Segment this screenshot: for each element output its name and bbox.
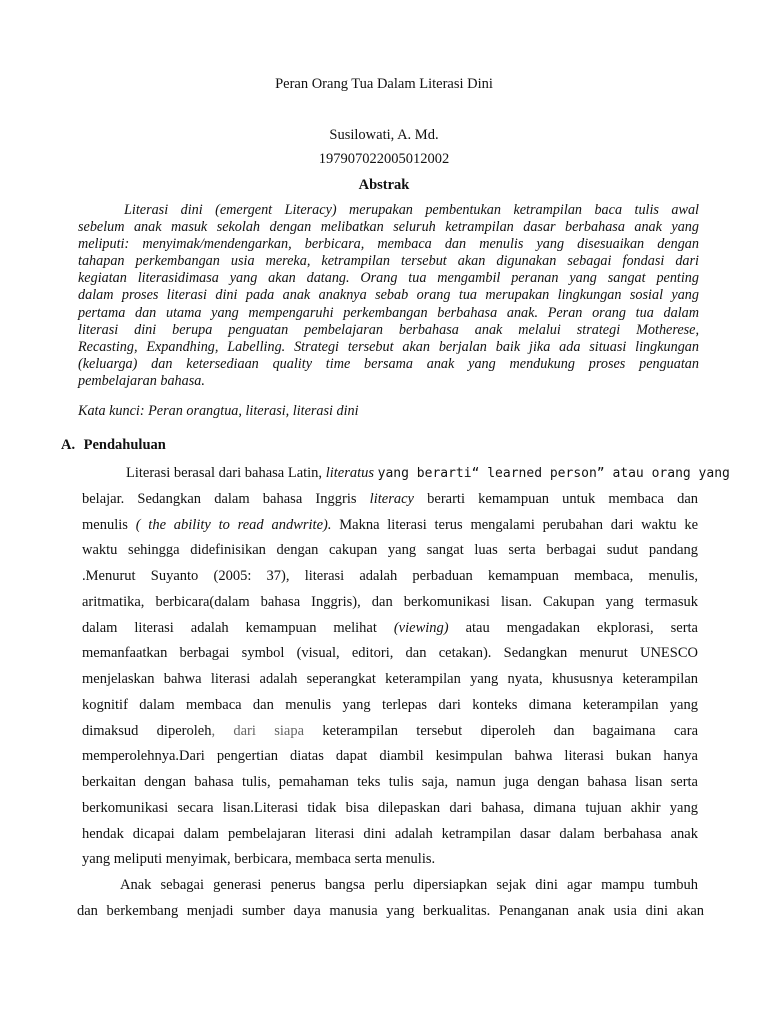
abstract-line: (keluarga) dan ketersediaan quality time bersama anak yang mendukung proses penguatan [78,355,699,372]
text-segment: dalam literasi adalah kemampuan melihat [82,619,377,636]
body-line [82,719,698,745]
abstract-line: Literasi dini (emergent Literacy) merupakan pembentukan ketrampilan baca tulis awal [124,202,699,218]
text-segment: Literasi berasal dari bahasa Latin, [126,465,323,481]
abstract-line: pertama dan utama yang mempengaruhi perkembangan berbahasa anak. Peran orang tua dalam [78,304,699,321]
text-segment: berarti kemampuan untuk membaca dan [427,490,699,507]
body-line: berkomunikasi secara lisan.Literasi tidak bisa dilepaskan dari bahasa, dimana tujuan akhir yang [82,799,698,816]
body-line [82,616,698,642]
document-title: Peran Orang Tua Dalam Literasi Dini [275,76,493,92]
body-line: .Menurut Suyanto (2005: 37), literasi adalah perbaduan kemampuan membaca, menulis, [82,568,698,584]
text-segment: belajar. Sedangkan dalam bahasa Inggris [82,490,357,507]
italic-term: ( the ability to read andwrite). [135,516,332,533]
section-title: Pendahuluan [83,437,166,453]
author-id-number: 197907022005012002 [318,151,450,167]
body-line: aritmatika, berbicara(dalam bahasa Inggris), dan berkomunikasi lisan. Cakupan yang termasuk [82,593,698,610]
italic-term: literatus [325,465,375,481]
body-line: waktu sehingga didefinisikan dengan cakupan yang sangat luas serta berbagai sudut pandang [82,542,698,559]
body-line: memanfaatkan berbagai symbol (visual, editori, dan cetakan). Sedangkan menurut UNESCO [82,645,698,662]
italic-term: (viewing) [393,619,449,636]
text-segment: Makna literasi terus mengalami perubahan dari waktu ke [339,516,699,533]
body-line: dan berkembang menjadi sumber daya manusia yang berkualitas. Penanganan anak usia dini akan [77,902,704,919]
abstract-line: Recasting, Expandhing, Labelling. Strategi tersebut akan berjalan baik jika ada situasi lingkungan [78,338,699,355]
body-line [82,513,698,539]
text-segment: keterampilan tersebut diperoleh dan bagaimana cara [322,722,699,739]
abstract-line: kegiatan literasidimasa yang akan datang. Orang tua mengambil peranan yang sangat penting [78,270,699,287]
abstract-text [78,202,699,390]
keywords: Kata kunci: Peran orangtua, literasi, literasi dini [78,403,359,419]
body-line: menjelaskan bahwa literasi adalah seperangkat keterampilan yang nyata, khususnya keterampilan [82,671,698,687]
text-segment: , dari siapa [211,722,305,739]
abstract-line: sebelum anak masuk sekolah dengan melibatkan seluruh ketrampilan dasar berbahasa anak yang [78,219,699,236]
body-line [82,461,730,487]
abstract-heading: Abstrak [358,177,410,193]
body-text [77,461,730,925]
section-number: A. [61,437,76,453]
text-segment: atau mengadakan ekplorasi, serta [465,619,698,636]
body-line: hendak dicapai dalam pembelajaran literasi dini adalah ketrampilan dasar dalam berbahasa anak [82,825,698,842]
abstract-line: meliputi: menyimak/mendengarkan, berbicara, membaca dan menulis yang disesuaikan dengan [78,236,699,253]
abstract-line: dalam proses literasi dini pada anak anaknya sebab orang tua merupakan lingkungan sosial yang [78,287,699,304]
body-line: yang meliputi menyimak, berbicara, membaca serta menulis. [82,851,436,868]
body-line [82,487,698,513]
body-line: Anak sebagai generasi penerus bangsa perlu dipersiapkan sejak dini agar mampu tumbuh [120,877,698,893]
author-name: Susilowati, A. Md. [329,127,439,143]
text-segment: yang berarti“ learned person” atau orang yang [377,466,730,481]
text-segment: dimaksud diperoleh [82,722,212,739]
italic-term: literacy [369,490,414,507]
body-line: kognitif dalam membaca dan menulis yang terlepas dari konteks dimana keterampilan yang [82,696,698,713]
section-heading [61,437,166,454]
abstract-line: tahapan perkembangan usia mereka, ketrampilan tersebut akan digunakan sebagai fondasi dari [78,253,699,270]
body-line: memperolehnya.Dari pengertian diatas dapat diambil kesimpulan bahwa literasi bukan hanya [82,748,698,765]
abstract-line: pembelajaran bahasa. [78,372,205,389]
body-line: berkaitan dengan bahasa tulis, pemahaman teks tulis saja, namun juga dengan bahasa lisan serta [82,774,698,790]
abstract-line: literasi dini berupa penguatan pembelajaran berbahasa anak melalui strategi Motherese, [78,321,699,338]
text-segment: menulis [82,516,128,533]
